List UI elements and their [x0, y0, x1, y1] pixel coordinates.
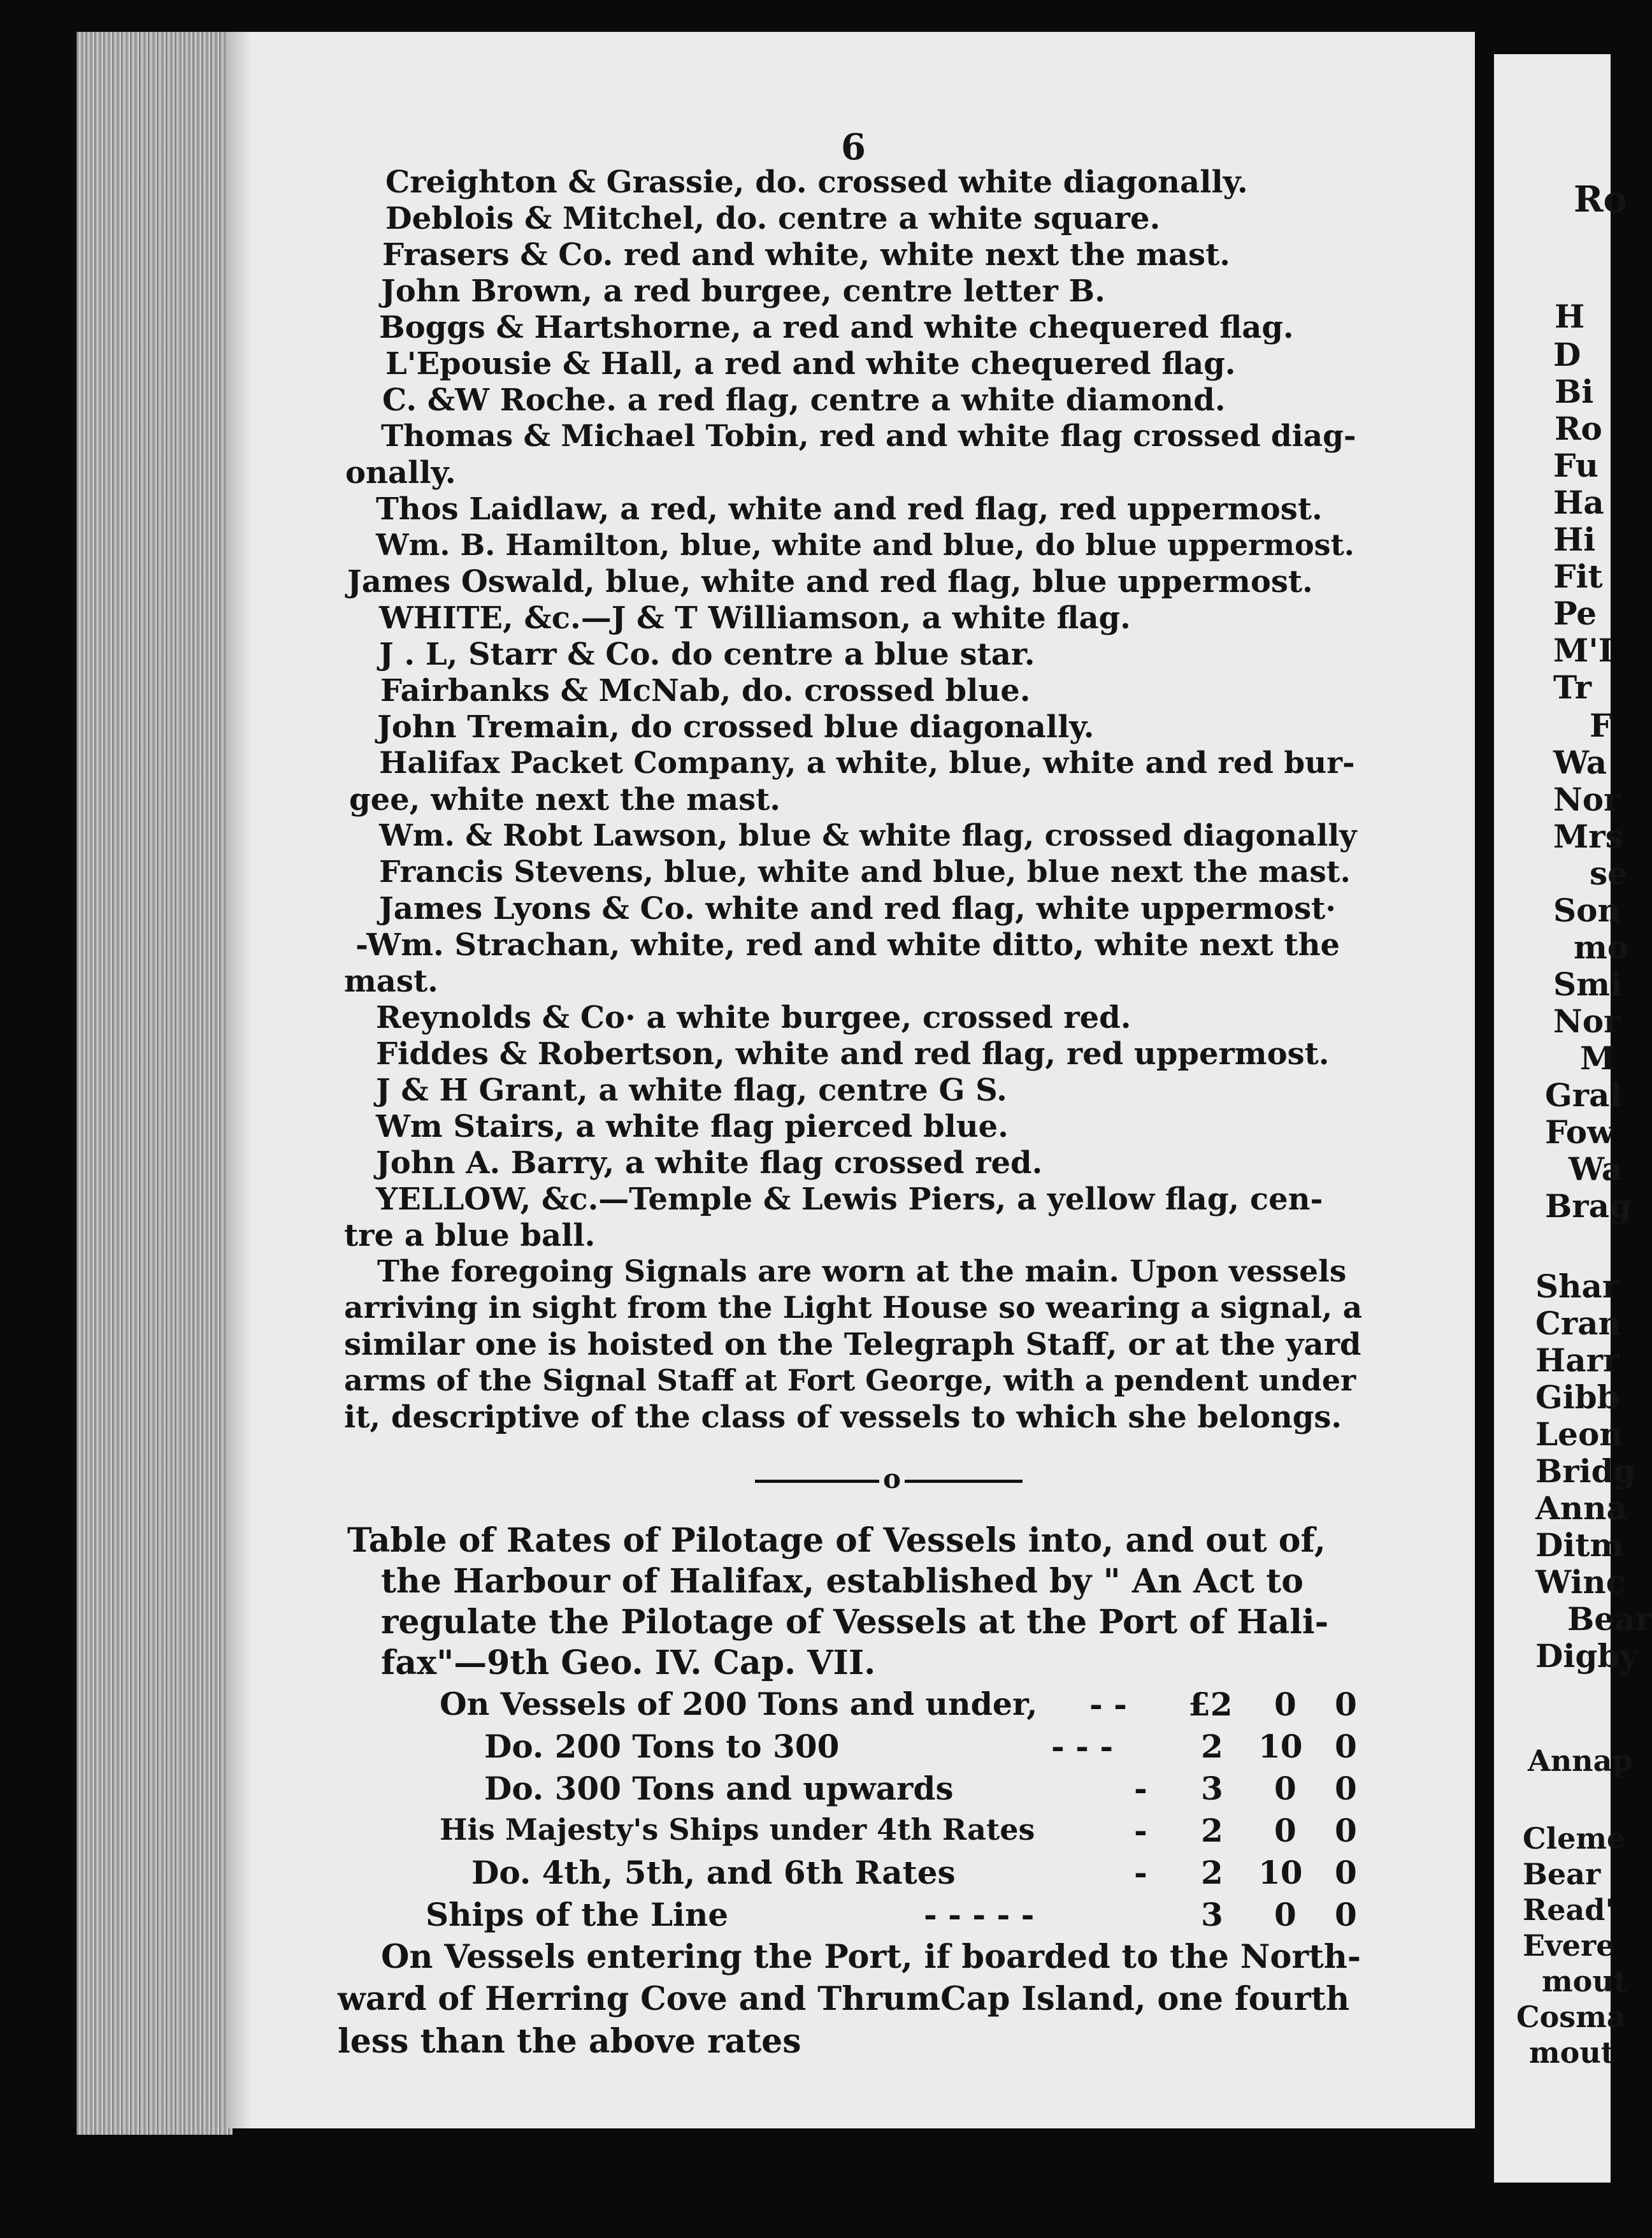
signal-line: Creighton & Grassie, do. crossed white diagonally.	[385, 164, 1248, 200]
signal-line: Fiddes & Robertson, white and red flag, red uppermost.	[376, 1036, 1330, 1072]
right-page-fragment: Nor	[1553, 1002, 1621, 1040]
rate-dashes: - - -	[1051, 1728, 1114, 1765]
rate-pounds: 2	[1201, 1728, 1223, 1765]
rate-dashes: -	[1134, 1812, 1147, 1849]
right-page-fragment: Fow	[1545, 1113, 1615, 1151]
right-page-fragment: Ro	[1555, 410, 1602, 447]
signal-line: similar one is hoisted on the Telegraph Staff, or at the yard	[344, 1327, 1361, 1362]
right-page-fragment: Bridg	[1535, 1452, 1636, 1490]
right-page-fragment: Cleme	[1523, 1821, 1626, 1856]
right-page-fragment: Annap	[1528, 1743, 1633, 1778]
closing-line: On Vessels entering the Port, if boarded to the North-	[381, 1938, 1361, 1976]
signal-line: WHITE, &c.—J & T Williamson, a white flag.	[379, 600, 1131, 636]
right-page-fragment: Bi	[1555, 373, 1594, 410]
right-page-fragment: Fit	[1553, 558, 1603, 595]
rate-pounds: 2	[1201, 1812, 1223, 1849]
rate-pence: 0	[1335, 1686, 1357, 1723]
signal-line: John Brown, a red burgee, centre letter B.	[381, 273, 1105, 309]
signal-line: L'Epousie & Hall, a red and white chequered flag.	[385, 346, 1236, 382]
right-page-fragment: mout	[1542, 1964, 1628, 1998]
signal-line: John A. Barry, a white flag crossed red.	[376, 1145, 1043, 1181]
right-page-fragment: Read'	[1523, 1893, 1614, 1927]
right-page-fragment: Cosma	[1516, 2000, 1626, 2034]
signal-line: tre a blue ball.	[344, 1218, 596, 1253]
rate-pounds: 3	[1201, 1896, 1223, 1933]
right-page-fragment: Wa	[1553, 744, 1607, 781]
rate-pence: 0	[1335, 1896, 1357, 1933]
right-page-fragment: Hi	[1553, 521, 1596, 558]
right-page-fragment: se	[1590, 855, 1628, 892]
section-separator-ornament: o	[879, 1466, 905, 1492]
signal-line: John Tremain, do crossed blue diagonally.	[377, 709, 1095, 745]
rate-pence: 0	[1335, 1728, 1357, 1765]
table-title-line: fax"—9th Geo. IV. Cap. VII.	[381, 1643, 876, 1682]
signal-line: mast.	[344, 964, 438, 999]
right-page-fragment: Smi	[1553, 965, 1623, 1003]
signal-line: Frasers & Co. red and white, white next the mast.	[382, 237, 1230, 273]
signal-line: Thos Laidlaw, a red, white and red flag, red uppermost.	[376, 491, 1323, 527]
right-page-fragment: Harr	[1535, 1341, 1620, 1379]
rate-shillings: 0	[1274, 1770, 1296, 1807]
right-page-fragment: Ditm	[1535, 1526, 1624, 1564]
right-page-fragment: mo	[1574, 928, 1629, 966]
signal-line: James Oswald, blue, white and red flag, blue uppermost.	[347, 564, 1313, 600]
signal-line: Deblois & Mitchel, do. centre a white square.	[385, 201, 1161, 236]
right-page-fragment: F	[1590, 707, 1612, 744]
rate-label: Do. 300 Tons and upwards	[484, 1770, 954, 1807]
right-page-fragment: Bear	[1523, 1857, 1601, 1891]
right-page-fragment: M	[1580, 1039, 1616, 1077]
signal-line: The foregoing Signals are worn at the main. Upon vessels	[377, 1254, 1347, 1289]
right-page-fragment: Pe	[1553, 595, 1597, 632]
signal-line: YELLOW, &c.—Temple & Lewis Piers, a yellow flag, cen-	[376, 1181, 1323, 1217]
rate-dashes: - -	[1089, 1686, 1127, 1723]
right-page-fragment: Shar	[1535, 1267, 1620, 1305]
signal-line: Francis Stevens, blue, white and blue, blue next the mast.	[379, 855, 1351, 890]
right-page-fragment: Son	[1553, 892, 1621, 929]
table-title-line: Table of Rates of Pilotage of Vessels into, and out of,	[347, 1521, 1326, 1560]
right-page-fragment: Cran	[1535, 1304, 1621, 1342]
rate-pounds: 2	[1201, 1854, 1223, 1891]
right-page-fragment: Mrs	[1553, 818, 1623, 855]
signal-line: Halifax Packet Company, a white, blue, white and red bur-	[379, 746, 1355, 781]
rate-label: Do. 200 Tons to 300	[484, 1728, 840, 1765]
rate-dashes: - - - - -	[924, 1896, 1035, 1933]
signal-line: Wm. B. Hamilton, blue, white and blue, do blue uppermost.	[376, 528, 1354, 562]
table-title-line: regulate the Pilotage of Vessels at the Port of Hali-	[381, 1603, 1329, 1642]
right-page-fragment: Ro	[1574, 178, 1627, 220]
right-page-fragment: Evere	[1523, 1928, 1615, 1963]
page-number: 6	[841, 126, 866, 168]
right-page-fragment: Fu	[1553, 447, 1598, 484]
signal-line: it, descriptive of the class of vessels to which she belongs.	[344, 1399, 1342, 1435]
rate-label: His Majesty's Ships under 4th Rates	[440, 1812, 1035, 1847]
signal-line: Fairbanks & McNab, do. crossed blue.	[380, 673, 1031, 709]
closing-line: ward of Herring Cove and ThrumCap Island, one fourth	[338, 1980, 1350, 2018]
signal-line: -Wm. Strachan, white, red and white ditto, white next the	[356, 927, 1340, 963]
signal-line: Wm Stairs, a white flag pierced blue.	[376, 1109, 1009, 1144]
right-page-fragment: Ha	[1553, 484, 1604, 521]
rate-shillings: 10	[1258, 1728, 1303, 1765]
signal-line: Wm. & Robt Lawson, blue & white flag, crossed diagonally	[379, 818, 1357, 853]
right-page-fragment: Gral	[1545, 1076, 1622, 1114]
rate-pounds: 3	[1201, 1770, 1223, 1807]
closing-line: less than the above rates	[338, 2022, 801, 2061]
table-title-line: the Harbour of Halifax, established by " An Act to	[381, 1562, 1304, 1601]
signal-line: onally.	[345, 455, 456, 491]
rate-pence: 0	[1335, 1854, 1357, 1891]
right-page-fragment: Digby	[1535, 1637, 1639, 1675]
rate-label: Do. 4th, 5th, and 6th Rates	[471, 1854, 956, 1891]
rate-pence: 0	[1335, 1770, 1357, 1807]
right-page-fragment: Anna	[1535, 1489, 1627, 1527]
rate-dashes: -	[1134, 1770, 1147, 1807]
right-page-fragment: Wa	[1569, 1150, 1623, 1188]
right-page-fragment: Bear	[1567, 1600, 1652, 1638]
rate-dashes: -	[1134, 1854, 1147, 1891]
right-page-fragment: mout	[1529, 2035, 1615, 2070]
rate-pence: 0	[1335, 1812, 1357, 1849]
rate-shillings: 0	[1274, 1686, 1296, 1723]
signal-line: C. &W Roche. a red flag, centre a white diamond.	[382, 382, 1226, 418]
signal-line: J . L, Starr & Co. do centre a blue star.	[379, 637, 1035, 672]
signal-line: J & H Grant, a white flag, centre G S.	[376, 1072, 1007, 1108]
right-page-fragment: Nor	[1553, 781, 1621, 818]
signal-line: Reynolds & Co· a white burgee, crossed red.	[376, 1000, 1131, 1036]
right-page-fragment: Winc	[1535, 1563, 1626, 1601]
rate-label: Ships of the Line	[426, 1896, 729, 1933]
right-page-fragment: Brag	[1545, 1187, 1632, 1225]
right-page-fragment: Leon	[1535, 1415, 1623, 1453]
right-page-fragment: M'I	[1553, 632, 1614, 669]
right-page-fragment: Gibb	[1535, 1378, 1620, 1416]
signal-line: Boggs & Hartshorne, a red and white chequered flag.	[379, 310, 1294, 345]
signal-line: arriving in sight from the Light House so wearing a signal, a	[344, 1290, 1363, 1325]
right-page-fragment: D	[1553, 336, 1581, 373]
signal-line: James Lyons & Co. white and red flag, white uppermost·	[379, 891, 1336, 927]
rate-label: On Vessels of 200 Tons and under,	[440, 1686, 1038, 1722]
signal-line: arms of the Signal Staff at Fort George, with a pendent under	[344, 1363, 1356, 1397]
rate-pounds: £2	[1188, 1686, 1233, 1723]
rate-shillings: 0	[1274, 1812, 1296, 1849]
book-gutter	[76, 32, 233, 2135]
right-page-fragment: Tr	[1553, 668, 1591, 706]
rate-shillings: 10	[1258, 1854, 1303, 1891]
signal-line: Thomas & Michael Tobin, red and white flag crossed diag-	[381, 419, 1356, 454]
signal-line: gee, white next the mast.	[349, 782, 780, 818]
rate-shillings: 0	[1274, 1896, 1296, 1933]
right-page-fragment: H	[1555, 298, 1585, 335]
